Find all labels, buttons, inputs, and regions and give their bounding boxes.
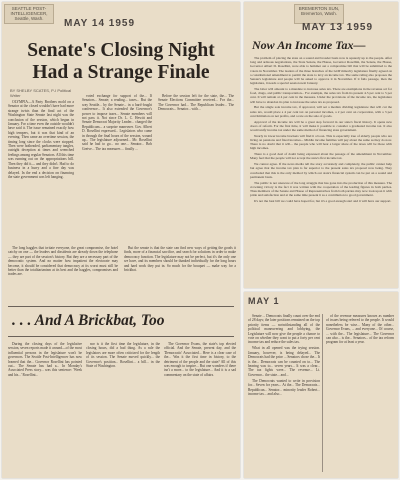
headline-line-2: Had a Strange Finale bbox=[32, 62, 210, 83]
paragraph: Approval of the income tax will be a great step forward in our state's fiscal history. It opens new doors of reform. For the first time, it will make it possible to consider a graduated income tax. It also would unify income tax under the same method of financing state government. bbox=[250, 119, 392, 133]
article-column-3 bbox=[124, 246, 236, 302]
article-column-4 bbox=[82, 94, 152, 242]
paragraph: The Democrats wanted to write in provision for... Seven for years... At the... The Democrats... Republican... Senator... minority leader Robert... income tax... and also... bbox=[248, 378, 320, 397]
paragraph: There is a good deal of doubt being expressed about the passage of the amendment in November. Many feel that the people will not accept the state's first income tax. bbox=[250, 152, 392, 161]
paragraph: The public is not unaware of the long struggle that has gone into the production of this measure. The crowning victory is the fact it was written with the cooperation of the leading figures in both parties. Thus members of the Senate and House of Representatives from both parties may now look upon it with pride and satisfaction and at the same time present it as a contribution to good government. bbox=[250, 180, 392, 198]
byline: BY SHELBY SCATES, P-I Political Writer bbox=[10, 88, 72, 98]
paragraph: voted exchange for support of the... If Senators... Senate; a reading... taxes... But the way Seattle... by the Senate... in a hard-fought conference... It also extended the Governor's power to impose taxes... Senate members will not pass it. Not since Dr. L. C. Hewitt and Senate Democrat Majority Leader... charged the Republicans... a surprise maneuver. Gov. Albert D. Rosellini expressed... Legislators who came in through the final hours of the session, wound up... The legislature adjourned... Mr. Rosellini said he had to go... no one... Senator... Bob Greive... The tax measures ... finally ... bbox=[82, 94, 152, 151]
left-clipping bbox=[2, 2, 240, 478]
article-column-5 bbox=[8, 342, 82, 474]
article-column-7 bbox=[86, 342, 160, 474]
article-column-8 bbox=[164, 342, 236, 474]
paragraph: of the revenue measures known as number of issues being referred to the people. It would nonetheless be wise... Many of the other... Governor Evans, ... and everyone... Of course, ... with the... The legislature... The Governor can also... is the... Senators... of the tax reform program for at least a year. bbox=[326, 314, 394, 345]
article-column-2 bbox=[8, 246, 118, 302]
article-column bbox=[326, 314, 394, 474]
paragraph: Before the session left for the state, the... The Senate Elections Committee received... For the... The Governor had... The Republican leader... The Democrats... Senator... with... bbox=[158, 94, 234, 112]
paragraph: The Governor Evans, the state's top elected official. And the Senate, present day, and the 'Democratic' Associated... Here is a clear case of the... Was it the first time in history, to the detriment of the people and the state? All of this was enough to inspire... But one wonders if there isn't a more... to the legislature... And it is a sad commentary on the state of affairs. bbox=[164, 342, 236, 377]
date-stamp: MAY 13 1959 bbox=[302, 22, 374, 33]
date-stamp: MAY 14 1959 bbox=[64, 18, 136, 29]
paragraph: OLYMPIA—A Party Brothers mold on a Senator at the closed wouldn't have had more strange twists than the final act of the Washington State Senate last night was the conclusion of the session, which began in January. For a time even the outside wouldn't have said it. The issue remained exactly how high tempers, but it was that kind of an evening. Then came an overtime session, the timing long since the clocks were stopped. Then were hotheaded, parliamentary tangles, outright deception at times and wrenched feelings among regular Senators. All this time was running out on the appropriations bill. Then they did it— and they didn't. Had to do business in a hurry and a fine day was delayed. In the end a decision on financing the state government was left hanging. bbox=[8, 100, 74, 179]
headline bbox=[8, 40, 234, 84]
paragraph: It's not the best bill we could have hoped for, but it's a good enough start and it will have our support. bbox=[254, 199, 392, 204]
article-column bbox=[248, 314, 320, 474]
paragraph: Nearly in lower income brackets will find it a boon. This is especially true of elderly people who are living on pensions and fixed incomes... Middle income families will pay about the same as they do now. There is no doubt that it will... the people who will bear a larger share of the taxes will be those with high incomes. bbox=[250, 133, 392, 151]
date-stamp: MAY 1 bbox=[248, 296, 280, 306]
paragraph: But the senate is that the state can find new ways of getting the goods it finds, more of a financial sacrifice, and search for solutions in order to make democracy function. The legislature may not be perfect, but it's the only one we have, and its members should be thanked individually for the long hours and hard work they put in. So much for the bouquet — make way for a brickbat. bbox=[124, 246, 236, 273]
sub-headline: . . . And A Brickbat, Too bbox=[12, 312, 165, 329]
paragraph: We cannot agree. If the news media tell the story accurately and completely, the public cannot help but agree that the income tax plan is far superior to the present sales tax proposal now being. They concluded that this is the only method by which our state's financial system can be put on a sound and permanent basis. bbox=[250, 162, 392, 179]
right-clipping bbox=[244, 2, 398, 288]
editorial-headline: Now An Income Tax— bbox=[252, 38, 366, 52]
source-stamp: BREMERTON SUN, Bremerton, Wash. bbox=[294, 4, 344, 24]
paragraph: nor is it the first time the legislature, in the closing hours, did a bad thing. As a rule the legislators are more often criticized for the length of its session. The Senate moved quickly... the Governor's position... Rosellini... a bill... in the State of Washington. bbox=[86, 342, 160, 369]
headline-line-1: Senate's Closing Night bbox=[27, 40, 215, 61]
column-divider bbox=[322, 314, 323, 472]
source-stamp: SEATTLE POST-INTELLIGENCER, Seattle, Wash. bbox=[4, 4, 54, 24]
article-column-1 bbox=[8, 100, 74, 242]
paragraph: But the single sole income tax, if approved, will set a median dividing legislature that will cut the sales tax, would place a 4 per cent tax on personal incomes, a 2 per cent on corporation, with a 3 per cent limitation on net profits, and a rate on the sale of goods. bbox=[250, 105, 392, 118]
paragraph: The labor will amount to a mandate to increase sales tax. There are exemptions in the revenue act for food, drugs, and public transportation... For example, the sales tax from its present 4.5 per cent to 5 per cent. It will remain at 4 per cent in the measure. Under the provisions of the income tax, the legislature will have to abandon its plan to increase the sales tax as proposed. bbox=[250, 87, 392, 104]
middle-clipping bbox=[244, 292, 398, 478]
paragraph: The long haggles that irritate everyone, the great compromise, the hotel catchy on one — the leaders and dissidents are already down the telephone — they are part of the session's history. But they are a necessary part of the democratic system. And no matter how impatient the electorate may become, it should be considered that democracy at its worst must still be better than the totalitarianism at its best and the haggles, compromises and trades are. bbox=[8, 246, 118, 277]
paragraph: What in all opened was the trying session. January, however, is being delayed... The Democrats had the prior ... Senators chose the... It is the... Democrats can be counted on to... The hearing was to... seven years... It was a clear... The tax fights were... The revenue... Lt. Governor... the state... and... bbox=[248, 346, 320, 377]
paragraph: Senate ... Democrats finally count over the end of 28 days; the later positions remained on the top priority items — notwithstanding all of the political maneuvering and lobbying, the Legislature will now give the people a chance to vote on whether they want to put a forty per cent income tax and reduce the sales tax. bbox=[248, 314, 320, 345]
section-divider bbox=[8, 336, 234, 337]
article-column-6 bbox=[158, 94, 234, 242]
editorial-body bbox=[250, 56, 392, 284]
paragraph: The problem of placing the state on a sound and broader basis now is squarely up to the people. After long and arduous negotiations, the State Senate, the House, Governor Rosellini, the Senate, the House, Governor Albert D. Rosellini, were able to hammer out a compromise bill that will be submitted to the voters in November. The leaders of the three branches of the GOP minority legislature finally agreed on a constitutional amendment to permit the state to levy an income tax. The same ruling also proposes the Senate's legislature and people will be asked to approve it in November. If it fails passage, then the legislature, it needs a special session next January. bbox=[250, 56, 392, 86]
paragraph: During the closing days of the legislative session, seven reports made it around—of the most influential persons in the legislature won't be governors. The Seattle Post-Intelligencer has now learned that the... Governor Rosellini has pointed out... The Senate has had a... In Monday's Associated Press story... was this sentence: 'Week and his...' Rosellini... bbox=[8, 342, 82, 377]
section-divider bbox=[8, 306, 234, 307]
